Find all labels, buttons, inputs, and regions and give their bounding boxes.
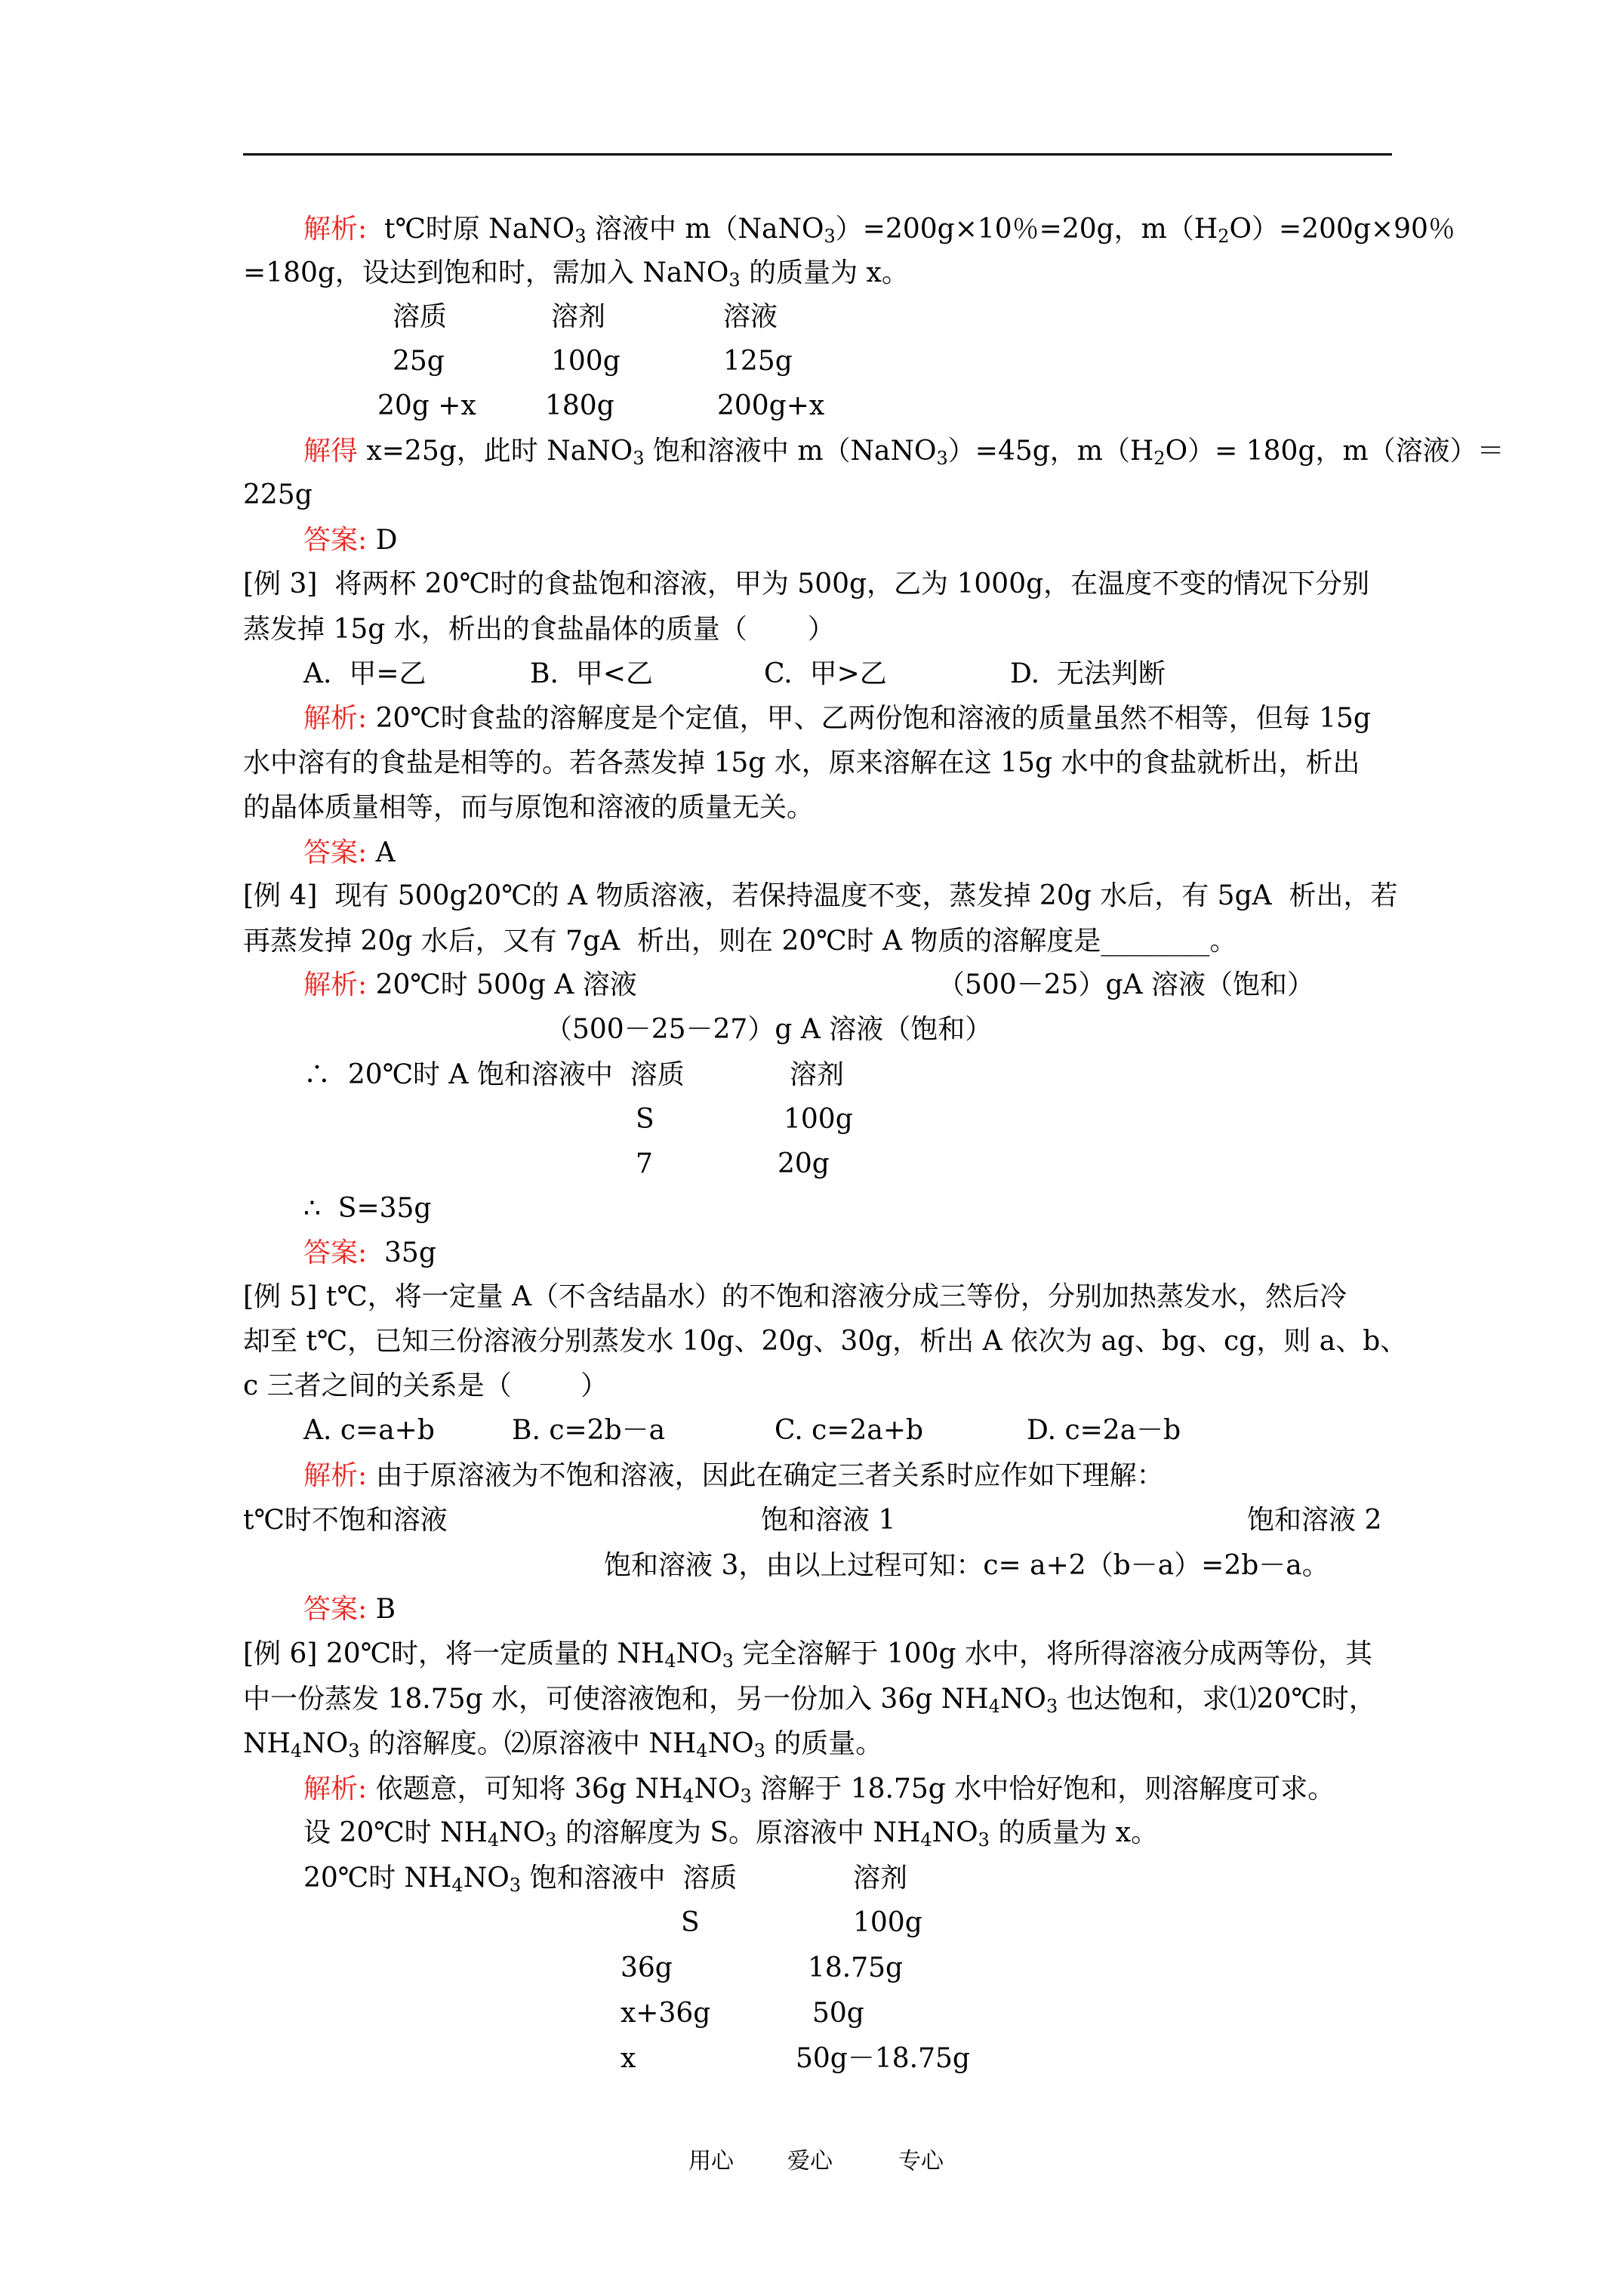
text-line [303,969,637,1002]
text-segment: 180g [545,390,614,421]
text-segment: D [367,525,398,556]
footer-word-3: 专心 [898,2148,944,2174]
text-segment: ）=45g，m（H [947,436,1154,467]
text-segment: 的溶解度。⑵原溶液中 NH [359,1728,697,1759]
subscript: 3 [728,270,741,291]
text-line [243,568,1369,601]
text-line [621,1952,673,1985]
text-segment: D. 无法判断 [1010,658,1166,689]
text-line [853,1862,907,1895]
text-line [530,658,653,691]
text-segment: （500－25－27）g A 溶液（饱和） [545,1014,993,1045]
text-segment: 的晶体质量相等，而与原饱和溶液的质量无关。 [243,792,815,823]
text-line [621,1997,710,2030]
text-segment: [例 4] 现有 500g20℃的 A 物质溶液，若保持温度不变，蒸发掉 20g 水后，有 5gA 析出，若 [243,880,1398,911]
text-segment: 25g [393,346,445,377]
text-segment: 的质量为 x。 [989,1817,1159,1848]
text-line [723,345,793,378]
text-segment: 20g +x [377,390,476,421]
text-segment: NO [302,1728,349,1759]
text-line [243,1683,1376,1716]
text-segment: ∴ 20℃时 A 饱和溶液中 溶质 [303,1059,685,1090]
text-line [303,1817,1158,1850]
text-line [243,613,835,646]
text-segment: 20℃时食盐的溶解度是个定值，甲、乙两份饱和溶液的质量虽然不相等，但每 15g [367,703,1371,734]
subscript: 3 [1046,1696,1058,1717]
text-segment: 饱和溶液 2 [1247,1505,1382,1536]
text-segment: 225g [243,479,313,510]
text-segment: 50g－18.75g [796,2043,970,2074]
text-segment: 却至 t℃，已知三份溶液分别蒸发水 10g、20g、30g，析出 A 依次为 ag、bg、cg，则 a、b、 [243,1326,1408,1357]
text-segment: [例 5] t℃，将一定量 A（不含结晶水）的不饱和溶液分成三等份，分别加热蒸发水，然后冷 [243,1281,1347,1312]
text-segment: NO [932,1817,978,1848]
text-line [808,1952,903,1985]
text-segment: 200g+x [717,390,825,421]
text-line [243,925,1236,958]
subscript: 4 [451,1875,463,1896]
text-segment: 100g [551,346,621,377]
text-segment: D. c=2a－b [1027,1415,1181,1446]
text-segment: t℃时不饱和溶液 [243,1505,448,1536]
text-line [1010,658,1166,691]
text-segment: 的质量。 [765,1728,883,1759]
text-line [303,658,427,691]
text-segment: O）= 180g，m（溶液）＝ [1165,436,1504,467]
text-segment: S [636,1104,654,1135]
text-segment: 100g [853,1907,922,1938]
text-segment: 50g [812,1998,864,2029]
subscript: 3 [574,226,587,247]
text-line [303,1237,436,1270]
text-segment: O）=200g×90％ [1229,214,1455,245]
text-segment: 由于原溶液为不饱和溶液，因此在确定三者关系时应作如下理解： [367,1460,1164,1491]
text-segment: 100g [784,1104,853,1135]
text-line [243,747,1360,780]
text-line [796,2042,970,2076]
text-line [303,524,397,557]
text-line [778,1148,830,1181]
text-segment: ∴ S=35g [303,1193,432,1224]
text-segment: 依题意，可知将 36g NH [367,1774,683,1804]
text-line [790,1059,844,1092]
text-segment: NO [499,1817,546,1848]
text-line [243,479,313,512]
subscript: 3 [824,226,836,247]
answer-label: 解析: [303,214,368,245]
text-line [764,658,887,691]
answer-label: 答案: [303,525,368,556]
text-segment: 水中溶有的食盐是相等的。若各蒸发掉 15g 水，原来溶解在这 15g 水中的食盐就析出，析出 [243,747,1360,778]
text-line [243,791,814,824]
text-line [938,969,1314,1002]
text-segment: 饱和溶液 1 [761,1505,896,1536]
text-line [681,1906,700,1940]
answer-label: 解得 [303,436,359,467]
text-line [775,1414,923,1447]
text-segment: NO [707,1728,754,1759]
text-segment: =180g，设达到饱和时，需加入 NaNO [243,257,729,288]
answer-label: 解析: [303,1774,368,1804]
text-segment: 溶质 [393,301,448,332]
text-segment: NO [694,1774,741,1804]
text-segment: 设 20℃时 NH [303,1817,488,1848]
text-segment: t℃时原 NaNO [367,214,575,245]
subscript: 3 [936,448,948,469]
subscript: 4 [920,1829,932,1851]
text-segment: ）=200g×10％=20g，m（H [835,214,1218,245]
text-segment: NO [463,1863,510,1894]
text-segment: B. c=2b－a [512,1415,666,1446]
text-line [512,1414,665,1447]
text-line [303,1862,737,1895]
footer-word-1: 用心 [688,2148,734,2174]
subscript: 2 [1218,226,1230,247]
footer-word-2: 爱心 [787,2148,833,2174]
text-line [545,390,614,423]
text-line [243,257,909,290]
text-segment: [例 6] 20℃时，将一定质量的 NH [243,1638,665,1669]
text-line [243,1638,1372,1671]
text-line [636,1103,654,1136]
text-line [303,1059,685,1092]
subscript: 4 [988,1696,1000,1717]
text-segment: 20℃时 500g A 溶液 [367,969,637,1000]
text-segment: 20g [778,1148,830,1179]
text-line [784,1103,853,1136]
text-segment: A. c=a+b [303,1415,435,1446]
text-segment: 饱和溶液 3，由以上过程可知：c= a+2（b－a）=2b－a。 [604,1550,1329,1581]
text-line [377,390,476,423]
text-segment: B. 甲<乙 [530,658,653,689]
subscript: 3 [633,448,645,469]
text-line [636,1148,653,1181]
text-segment: 溶剂 [853,1863,908,1894]
text-segment: 35g [367,1237,436,1268]
header-rule [243,153,1392,156]
text-line [1027,1414,1181,1447]
text-line [243,1325,1407,1358]
text-segment: C. c=2a+b [775,1415,924,1446]
subscript: 3 [509,1875,521,1896]
text-segment: 饱和溶液中 溶质 [521,1863,738,1894]
text-line [303,1192,431,1225]
text-line [551,345,621,378]
subscript: 4 [696,1740,708,1761]
text-line [545,1013,992,1046]
text-segment: 溶液中 m（NaNO [586,214,824,245]
answer-label: 答案: [303,1237,368,1268]
subscript: 4 [487,1829,500,1851]
text-line [717,390,824,423]
text-segment: C. 甲>乙 [764,658,887,689]
text-line [303,435,1504,468]
answer-label: 解析: [303,703,368,734]
text-segment: x [621,2043,636,2074]
text-segment: NH [243,1728,291,1759]
subscript: 3 [348,1740,360,1761]
text-segment: 溶液 [723,301,778,332]
text-line [243,1370,608,1403]
text-segment: 完全溶解于 100g 水中，将所得溶液分成两等份，其 [733,1638,1372,1669]
text-segment: 的质量为 x。 [740,257,909,288]
text-segment: 中一份蒸发 18.75g 水，可使溶液饱和，另一份加入 36g NH [243,1684,989,1715]
text-line [551,300,605,334]
text-line [393,345,445,378]
text-line [393,300,447,334]
text-line [303,1773,1335,1806]
text-segment: NO [999,1684,1046,1715]
text-line [243,1281,1347,1314]
text-line [604,1549,1329,1583]
text-segment: 18.75g [808,1952,904,1983]
text-line [303,837,396,870]
text-line [812,1997,864,2030]
text-line [243,1727,882,1761]
text-line [303,1414,435,1447]
subscript: 4 [682,1786,694,1807]
text-segment: c 三者之间的关系是（ ） [243,1370,608,1401]
text-line [303,702,1371,735]
subscript: 2 [1153,448,1166,469]
text-line [303,1593,396,1626]
text-segment: 再蒸发掉 20g 水后，又有 7gA 析出，则在 20℃时 A 物质的溶解度是________。 [243,926,1237,957]
text-segment: 125g [723,346,793,377]
text-line [761,1504,895,1537]
text-segment: x+36g [621,1998,711,2029]
text-line [303,213,1455,246]
text-segment: A. 甲=乙 [303,658,427,689]
answer-label: 答案: [303,837,368,868]
text-segment: 也达饱和，求⑴20℃时， [1058,1684,1376,1715]
text-segment: 饱和溶液中 m（NaNO [644,436,937,467]
subscript: 4 [664,1650,676,1672]
text-segment: （500－25）gA 溶液（饱和） [938,969,1315,1000]
answer-label: 答案: [303,1594,368,1625]
text-segment: 的溶解度为 S。原溶液中 NH [556,1817,921,1848]
text-line [723,300,778,334]
subscript: 3 [545,1829,557,1851]
answer-label: 解析: [303,969,368,1000]
subscript: 4 [290,1740,303,1761]
text-segment: 溶解于 18.75g 水中恰好饱和，则溶解度可求。 [751,1774,1335,1804]
text-segment: 7 [636,1148,653,1179]
text-line [243,880,1398,913]
text-segment: x=25g，此时 NaNO [358,436,633,467]
text-segment: S [681,1907,700,1938]
text-segment: 溶剂 [551,301,606,332]
text-line [621,2042,636,2076]
text-segment: 36g [621,1952,673,1983]
text-line [1247,1504,1381,1537]
text-line [303,1459,1164,1493]
subscript: 3 [740,1786,752,1807]
text-segment: 20℃时 NH [303,1863,452,1894]
text-segment: B [367,1594,396,1625]
text-segment: [例 3] 将两杯 20℃时的食盐饱和溶液，甲为 500g，乙为 1000g，在温度不变的情况下分别 [243,569,1370,599]
text-line [243,1504,448,1537]
subscript: 3 [722,1650,734,1672]
text-segment: NO [676,1638,722,1669]
text-segment: A [367,837,396,868]
text-segment: 蒸发掉 15g 水，析出的食盐晶体的质量（ ） [243,614,835,645]
text-segment: 溶剂 [790,1059,845,1090]
text-line [853,1906,922,1940]
subscript: 3 [753,1740,765,1761]
subscript: 3 [978,1829,990,1851]
answer-label: 解析: [303,1460,368,1491]
